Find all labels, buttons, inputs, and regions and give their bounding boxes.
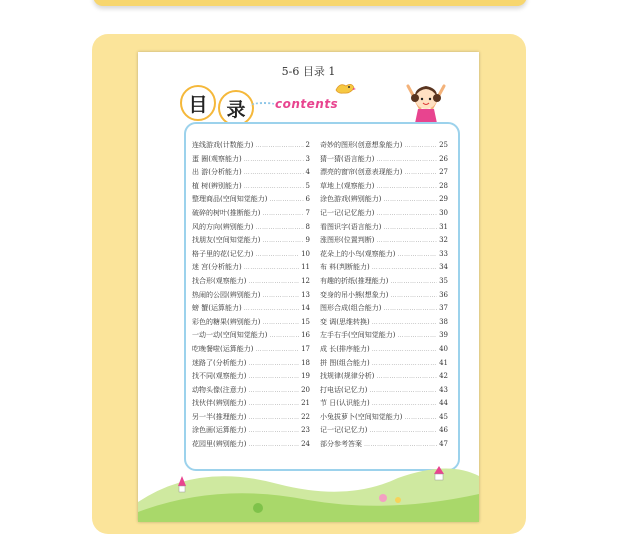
toc-row[interactable]: 草地上(观察能力) …………………………………………… 28 [320, 181, 448, 195]
toc-column-left [192, 140, 310, 453]
contents-subtitle: contents [275, 97, 339, 111]
toc-row[interactable]: 看图识字(语言能力) …………………………………………… 31 [320, 222, 448, 236]
toc-row[interactable]: 节 日(认识能力) …………………………………………… 44 [320, 398, 448, 412]
page-header: 5-6 目录 1 [281, 65, 336, 78]
toc-row[interactable]: 猜一猜(语言能力) …………………………………………… 26 [320, 154, 448, 168]
toc-row[interactable]: 螃 蟹(运算能力) …………………………………………… 14 [192, 303, 310, 317]
toc-row[interactable]: 迷路了(分析能力) …………………………………………… 18 [192, 358, 310, 372]
toc-row[interactable]: 打电话(记忆力) …………………………………………… 43 [320, 385, 448, 399]
toc-row[interactable]: 彩色的糖果(辨别能力) …………………………………………… 15 [192, 317, 310, 331]
toc-row[interactable]: 一动一动(空间知觉能力) …………………………………………… 16 [192, 330, 310, 344]
top-decor-bar [93, 0, 527, 6]
toc-row[interactable]: 另一半(推理能力) …………………………………………… 22 [192, 412, 310, 426]
toc-row[interactable]: 图形合成(组合能力) …………………………………………… 37 [320, 303, 448, 317]
book-page [138, 52, 479, 522]
toc-row[interactable]: 热闹的公园(辨别能力) …………………………………………… 13 [192, 290, 310, 304]
toc-row[interactable]: 破碎的树叶(推断能力) …………………………………………… 7 [192, 208, 310, 222]
toc-row[interactable]: 小兔拔萝卜(空间知觉能力) …………………………………………… 45 [320, 412, 448, 426]
bird-icon [334, 80, 356, 98]
toc-row[interactable]: 吃晚餐啦(运算能力) …………………………………………… 17 [192, 344, 310, 358]
toc-row[interactable]: 涂色游戏(辨别能力) …………………………………………… 29 [320, 194, 448, 208]
toc-row[interactable]: 涨图形(位置判断) …………………………………………… 32 [320, 235, 448, 249]
toc-row[interactable]: 出 游(分析能力) …………………………………………… 4 [192, 167, 310, 181]
toc-row[interactable]: 找伙伴(辨别能力) …………………………………………… 21 [192, 398, 310, 412]
toc-row[interactable]: 布 料(判断能力) …………………………………………… 34 [320, 262, 448, 276]
swirl-decoration [250, 102, 278, 110]
toc-row[interactable]: 花园里(辨别能力) …………………………………………… 24 [192, 439, 310, 453]
title-char-1: 目 [180, 85, 216, 121]
toc-column-right [320, 140, 448, 453]
toc-row[interactable]: 有趣的折纸(推理能力) …………………………………………… 35 [320, 276, 448, 290]
title-char-2: 录 [218, 90, 254, 126]
toc-row[interactable]: 记一记(记忆能力) …………………………………………… 30 [320, 208, 448, 222]
hills-illustration [138, 442, 479, 522]
toc-row[interactable]: 动物头像(注意力) …………………………………………… 20 [192, 385, 310, 399]
toc-row[interactable]: 奇妙的图形(创意想象能力) …………………………………………… 25 [320, 140, 448, 154]
toc-row[interactable]: 找不同(观察能力) …………………………………………… 19 [192, 371, 310, 385]
toc-row[interactable]: 涂色画(运算能力) …………………………………………… 23 [192, 425, 310, 439]
toc-row[interactable]: 变身的吊小熊(想象力) …………………………………………… 36 [320, 290, 448, 304]
toc-row[interactable]: 花朵上的小鸟(观察能力) …………………………………………… 33 [320, 249, 448, 263]
toc-row[interactable]: 变 调(思维转换) …………………………………………… 38 [320, 317, 448, 331]
toc-row[interactable]: 蛋 圈(观察能力) …………………………………………… 3 [192, 154, 310, 168]
toc-row[interactable]: 整理商品(空间知觉能力) …………………………………………… 6 [192, 194, 310, 208]
table-of-contents [184, 122, 460, 471]
toc-row[interactable]: 迷 宫(分析能力) …………………………………………… 11 [192, 262, 310, 276]
toc-row[interactable]: 找朋友(空间知觉能力) …………………………………………… 9 [192, 235, 310, 249]
toc-row[interactable]: 记一记(记忆力) …………………………………………… 46 [320, 425, 448, 439]
toc-row[interactable]: 成 长(排序能力) …………………………………………… 40 [320, 344, 448, 358]
toc-row[interactable]: 连线游戏(计数能力) …………………………………………… 2 [192, 140, 310, 154]
toc-row[interactable]: 找合形(观察能力) …………………………………………… 12 [192, 276, 310, 290]
toc-row[interactable]: 找规律(规律分析) …………………………………………… 42 [320, 371, 448, 385]
toc-row[interactable]: 植 树(辨别能力) …………………………………………… 5 [192, 181, 310, 195]
toc-row[interactable]: 部分参考答案 …………………………………………… 47 [320, 439, 448, 453]
toc-row[interactable]: 左手右手(空间知觉能力) …………………………………………… 39 [320, 330, 448, 344]
toc-row[interactable]: 格子里的花(记忆力) …………………………………………… 10 [192, 249, 310, 263]
toc-row[interactable]: 风的方向(辨别能力) …………………………………………… 8 [192, 222, 310, 236]
toc-row[interactable]: 漂亮的窗帘(创意表现能力) …………………………………………… 27 [320, 167, 448, 181]
toc-row[interactable]: 拼 图(组合能力) …………………………………………… 41 [320, 358, 448, 372]
